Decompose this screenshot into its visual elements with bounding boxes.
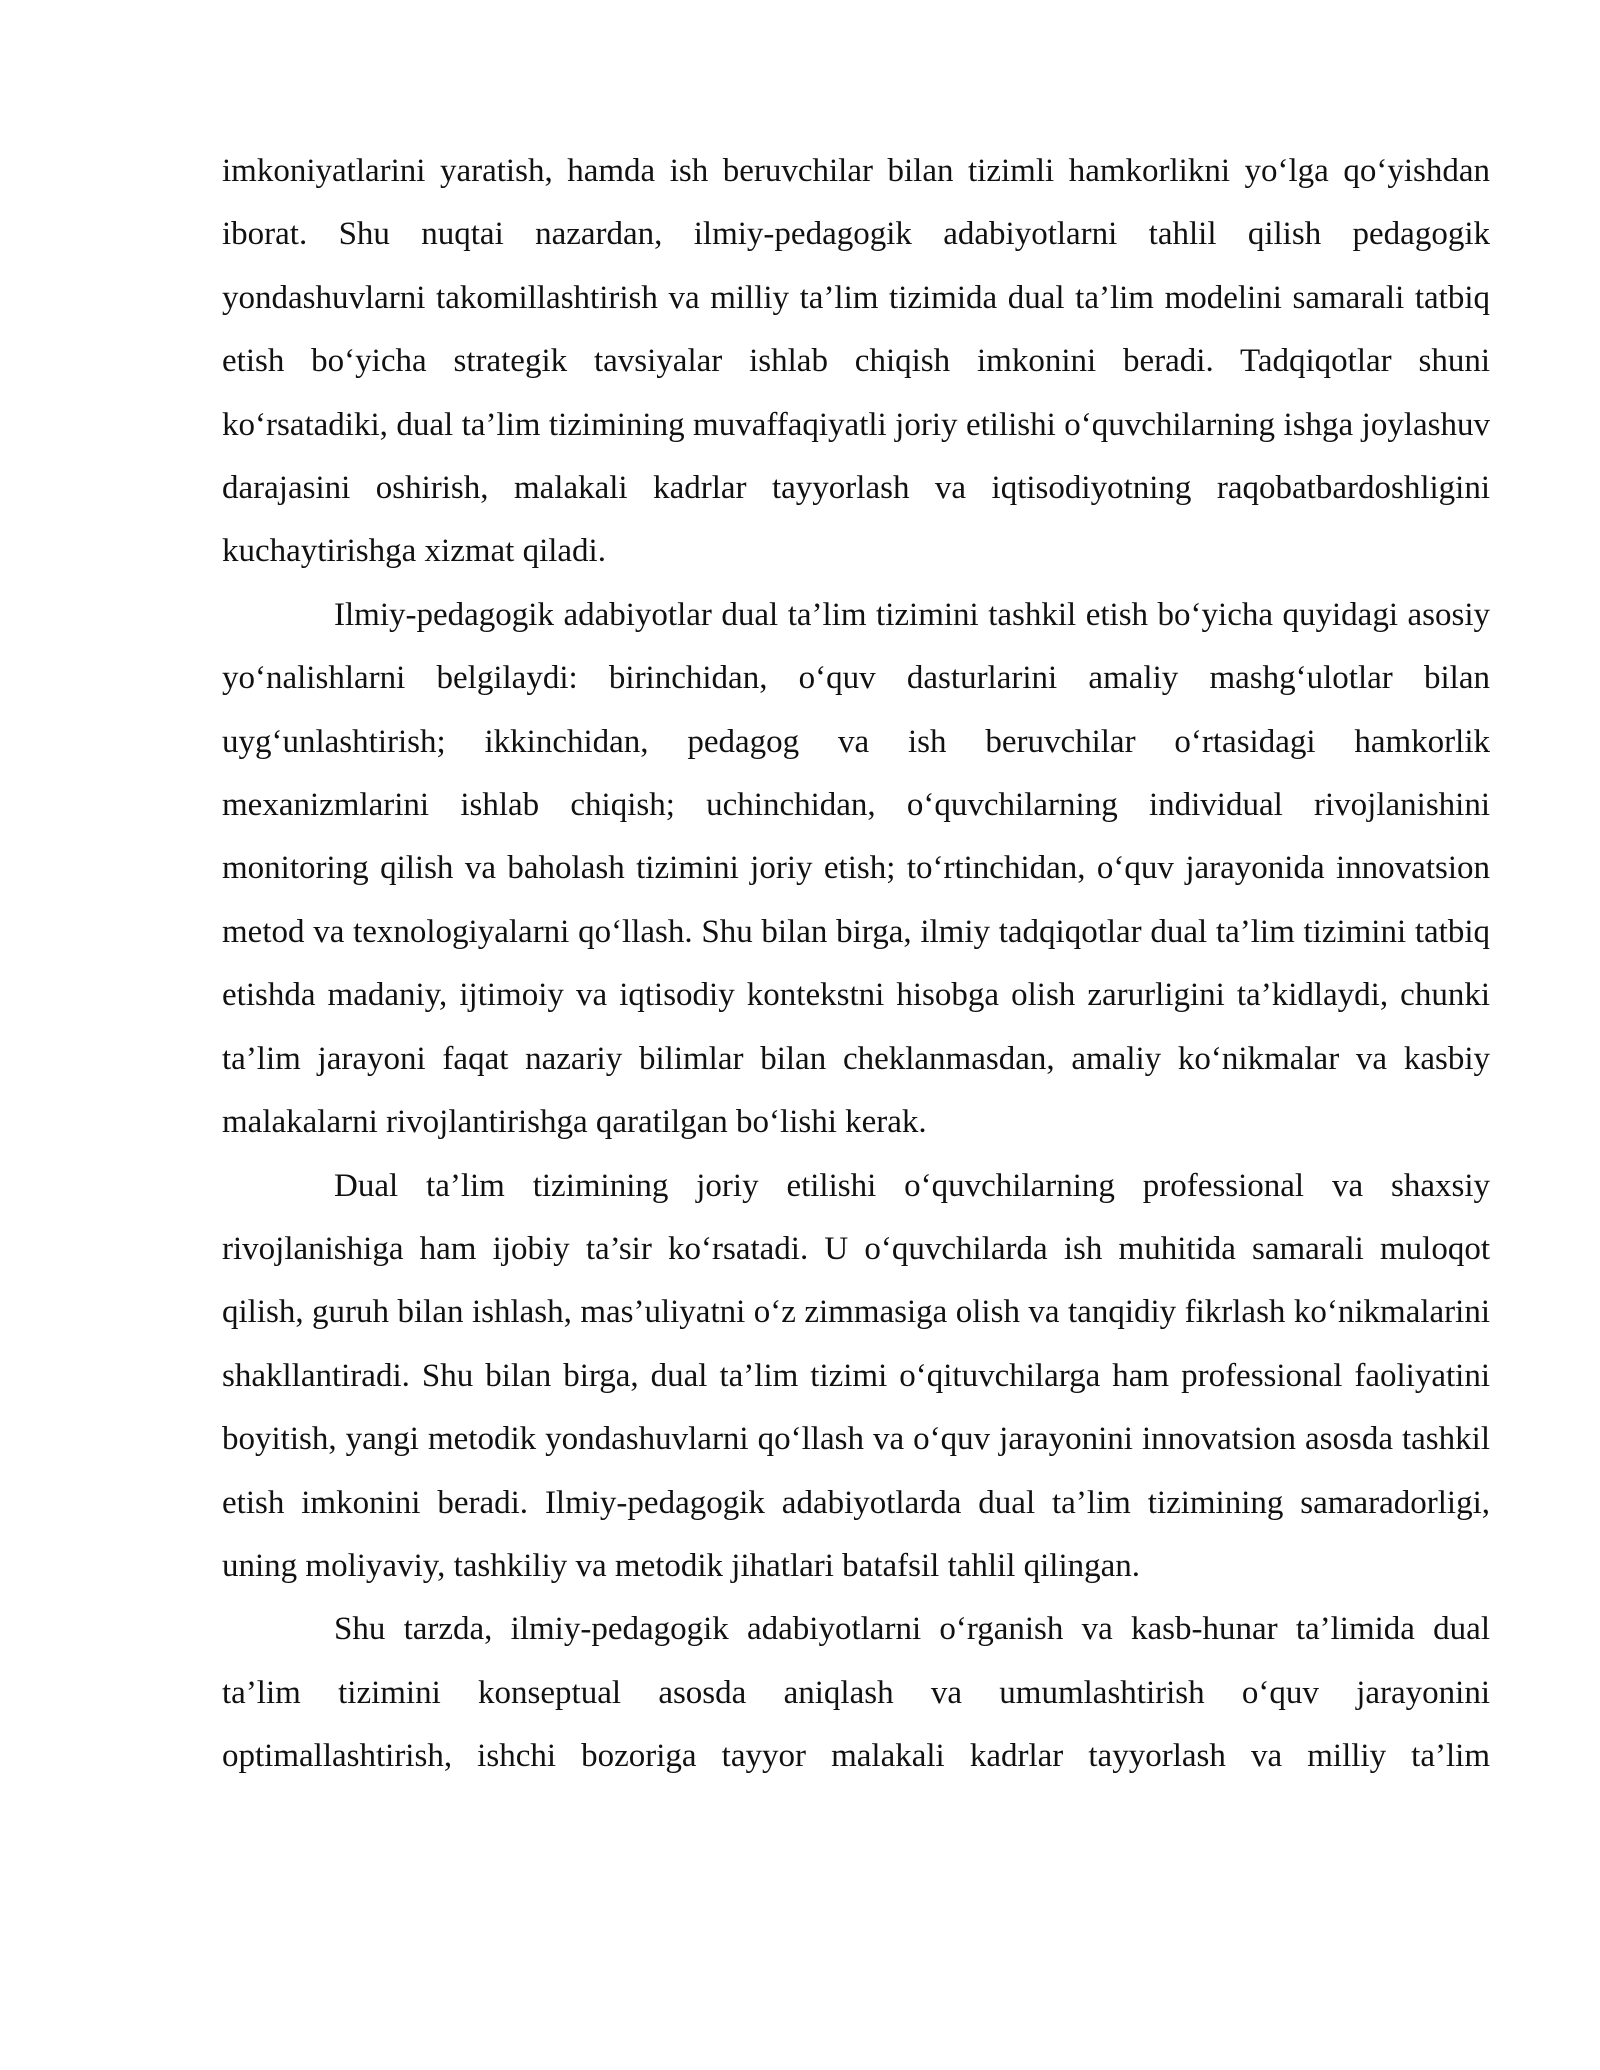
paragraph-1: imkoniyatlarini yaratish, hamda ish beruvchilar bilan tizimli hamkorlikni yo‘lga qo‘yishdan iborat. Shu nuqtai nazardan, ilmiy-pedagogik adabiyotlarni tahlil qilish pedagogik yondashuvlarni takomillashtirish va milliy ta’lim tizimida dual ta’lim modelini samarali tatbiq etish bo‘yicha strategik tavsiyalar ishlab chiqish imkonini beradi. Tadqiqotlar shuni ko‘rsatadiki, dual ta’lim tizimining muvaffaqiyatli joriy etilishi o‘quvchilarning ishga joylashuv darajasini oshirish, malakali kadrlar tayyorlash va iqtisodiyotning raqobatbardoshligini kuchaytirishga xizmat qiladi. xyxy=(222,153,1490,570)
paragraph-2: Ilmiy-pedagogik adabiyotlar dual ta’lim tizimini tashkil etish bo‘yicha quyidagi asosiy yo‘nalishlarni belgilaydi: birinchidan, o‘quv dasturlarini amaliy mashg‘ulotlar bilan uyg‘unlashtirish; ikkinchidan, pedagog va ish beruvchilar o‘rtasidagi hamkorlik mexanizmlarini ishlab chiqish; uchinchidan, o‘quvchilarning individual rivojlanishini monitoring qilish va baholash tizimini joriy etish; to‘rtinchidan, o‘quv jarayonida innovatsion metod va texnologiyalarni qo‘llash. Shu bilan birga, ilmiy tadqiqotlar dual ta’lim tizimini tatbiq etishda madaniy, ijtimoiy va iqtisodiy kontekstni hisobga olish zarurligini ta’kidlaydi, chunki ta’lim jarayoni faqat nazariy bilimlar bilan cheklanmasdan, amaliy ko‘nikmalar va kasbiy malakalarni rivojlantirishga qaratilgan bo‘lishi kerak. xyxy=(222,596,1490,1141)
document-body xyxy=(222,140,1490,1789)
paragraph-4: Shu tarzda, ilmiy-pedagogik adabiyotlarni o‘rganish va kasb-hunar ta’limida dual ta’lim tizimini konseptual asosda aniqlash va umumlashtirish o‘quv jarayonini optimallashtirish, ishchi bozoriga tayyor malakali kadrlar tayyorlash va milliy ta’lim xyxy=(222,1611,1490,1775)
paragraph-3: Dual ta’lim tizimining joriy etilishi o‘quvchilarning professional va shaxsiy rivojlanishiga ham ijobiy ta’sir ko‘rsatadi. U o‘quvchilarda ish muhitida samarali muloqot qilish, guruh bilan ishlash, mas’uliyatni o‘z zimmasiga olish va tanqidiy fikrlash ko‘nikmalarini shakllantiradi. Shu bilan birga, dual ta’lim tizimi o‘qituvchilarga ham professional faoliyatini boyitish, yangi metodik yondashuvlarni qo‘llash va o‘quv jarayonini innovatsion asosda tashkil etish imkonini beradi. Ilmiy-pedagogik adabiyotlarda dual ta’lim tizimining samaradorligi, uning moliyaviy, tashkiliy va metodik jihatlari batafsil tahlil qilingan. xyxy=(222,1167,1490,1584)
